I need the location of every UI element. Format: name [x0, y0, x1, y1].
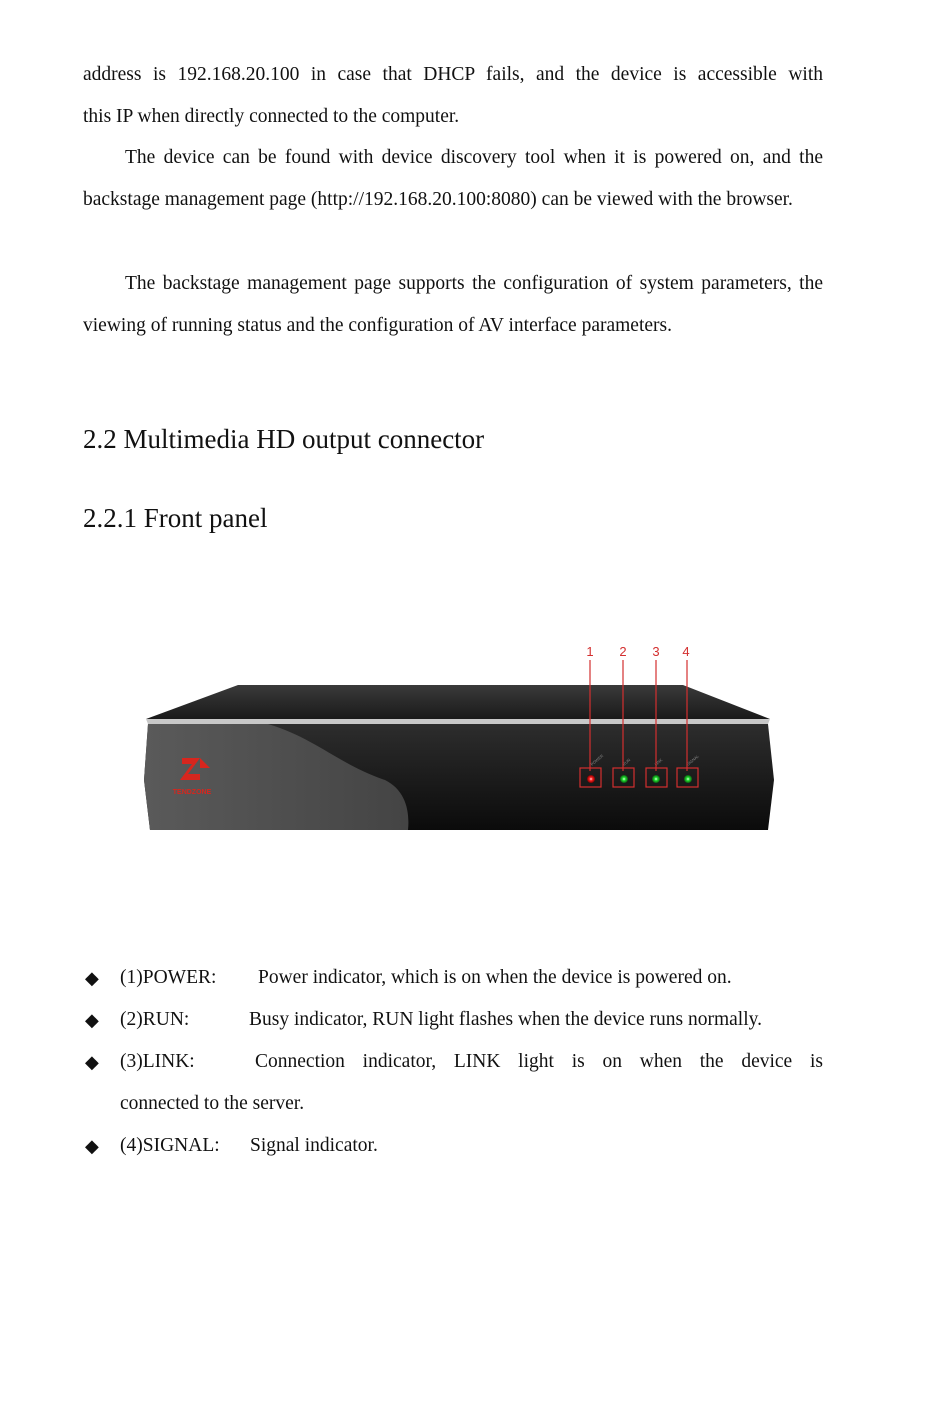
desc-link-continuation: connected to the server. — [120, 1093, 305, 1114]
desc-signal: Signal indicator. — [250, 1135, 378, 1156]
signal-led — [684, 775, 692, 783]
term-power: (1)POWER: — [120, 967, 217, 988]
logo-text: TENDZONE — [172, 789, 212, 796]
power-led — [587, 775, 595, 783]
term-signal: (4)SIGNAL: — [120, 1135, 220, 1156]
paragraph-dhcp-line1: address is 192.168.20.100 in case that DHCP fails, and the device is accessible with — [83, 64, 823, 85]
device-illustration — [140, 640, 780, 840]
desc-run: Busy indicator, RUN light flashes when the device runs normally. — [249, 1009, 762, 1030]
led-label-run: RUN — [621, 757, 632, 767]
led-label-link: LINK — [653, 757, 664, 767]
bullet-diamond-icon: ◆ — [85, 1010, 99, 1030]
callout-number-2: 2 — [619, 644, 627, 659]
led-label-power: POWER — [589, 753, 605, 767]
bullet-diamond-icon: ◆ — [85, 968, 99, 988]
front-panel-figure — [140, 640, 780, 840]
desc-power: Power indicator, which is on when the device is powered on. — [258, 967, 732, 988]
callout-number-1: 1 — [586, 644, 594, 659]
subsection-heading: 2.2.1 Front panel — [83, 503, 268, 533]
list-item-link — [83, 1041, 823, 1125]
paragraph-management: The backstage management page supports the configuration of system parameters, the viewing of running status and the configuration of AV interface parameters. — [83, 273, 823, 336]
paragraph-discovery: The device can be found with device discovery tool when it is powered on, and the backstage management page (http://192.168.20.100:8080) can be viewed with the browser. — [83, 147, 823, 210]
term-link: (3)LINK: — [120, 1051, 195, 1072]
section-heading: 2.2 Multimedia HD output connector — [83, 424, 485, 454]
paragraph-dhcp-line2: this IP when directly connected to the computer. — [83, 106, 460, 127]
bullet-diamond-icon: ◆ — [85, 1136, 99, 1156]
run-led — [620, 775, 628, 783]
term-run: (2)RUN: — [120, 1009, 190, 1030]
bullet-diamond-icon: ◆ — [85, 1052, 99, 1072]
led-label-signal: SIGNAL — [685, 753, 700, 767]
callout-number-3: 3 — [652, 644, 660, 659]
callout-number-4: 4 — [682, 644, 690, 659]
link-led — [652, 775, 660, 783]
desc-link: Connection indicator, LINK light is on when the device is — [255, 1051, 823, 1072]
